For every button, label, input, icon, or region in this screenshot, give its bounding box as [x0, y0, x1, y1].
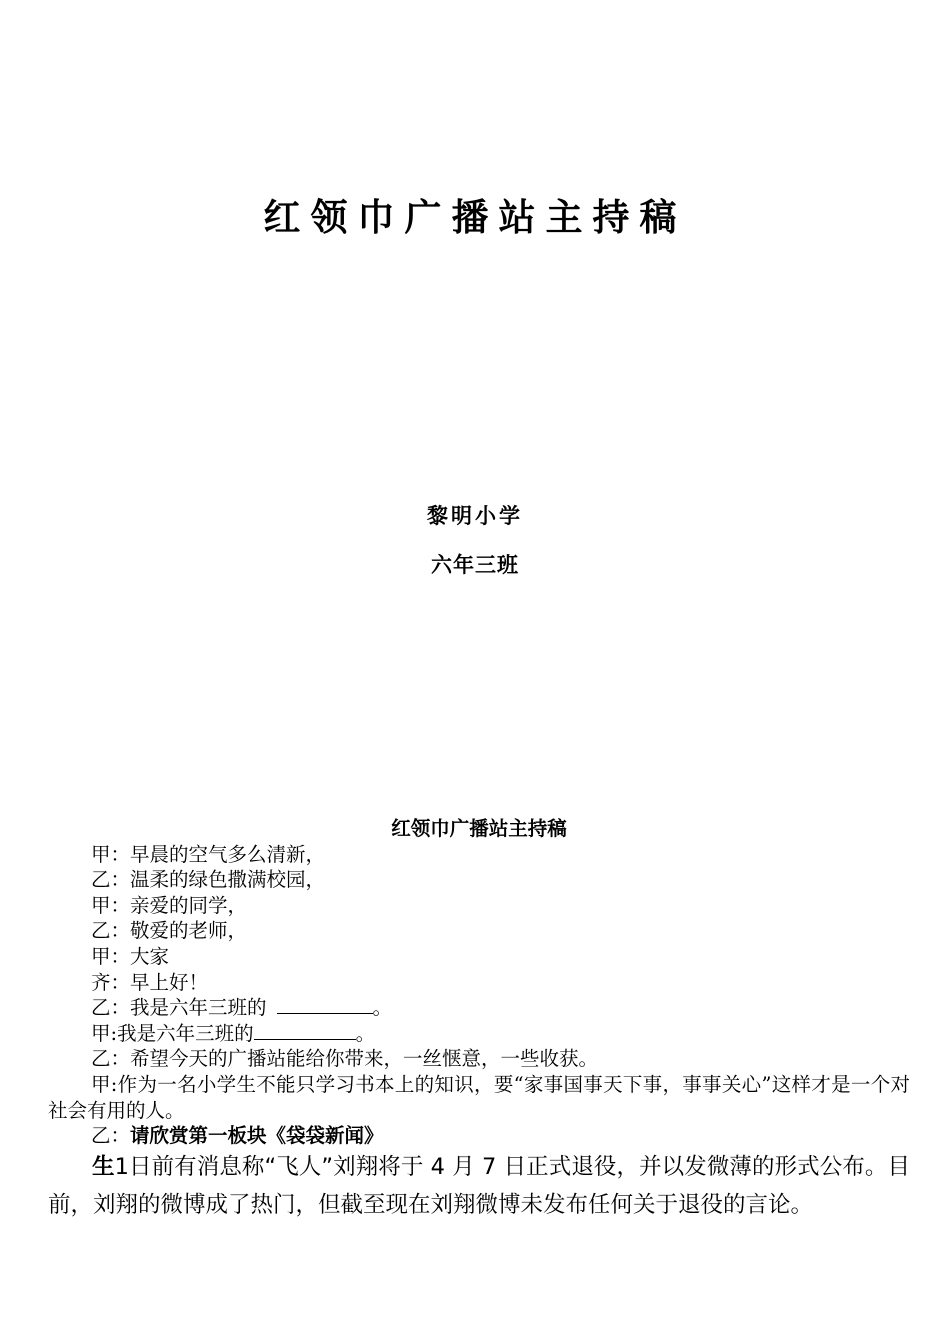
news-body: 1日前有消息称“飞人”刘翔将于 4 月 7 日正式退役，并以发微薄的形式公布。目前，刘翔的微博成了热门，但截至现在刘翔微博未发布任何关于退役的言论。 [48, 1154, 910, 1218]
line-text: 早上好！ [130, 970, 209, 994]
script-line-intro-jia [48, 1021, 910, 1047]
line-text: 亲爱的同学， [130, 893, 248, 917]
line-text: 早晨的空气多么清新， [130, 842, 326, 866]
script-line-segment [48, 1123, 910, 1149]
line-text: 敬爱的老师， [130, 919, 248, 943]
news-paragraph [48, 1148, 910, 1224]
script-line-intro-yi [48, 995, 910, 1021]
name-blank [254, 1021, 356, 1040]
speaker-label: 齐： [91, 970, 131, 994]
line-text: 作为一名小学生不能只学习书本上的知识，要“家事国事天下事，事事关心”这样才是一个对社会有用的人。 [48, 1072, 910, 1122]
script-line [48, 918, 910, 944]
line-text: 我是六年三班的 [117, 1021, 254, 1045]
line-text: 大家 [130, 944, 170, 968]
speaker-label: 甲: [91, 1021, 118, 1045]
cover-title: 红领巾广播站主持稿 [263, 195, 687, 239]
script-line-knowledge [48, 1072, 910, 1123]
news-lead: 生 [92, 1154, 115, 1180]
script-line [48, 893, 910, 919]
line-end: 。 [355, 1021, 376, 1045]
script-line [48, 842, 910, 868]
speaker-label: 乙： [91, 996, 131, 1020]
speaker-label: 乙： [91, 868, 131, 892]
cover-school: 黎明小学 [427, 503, 523, 528]
speaker-label: 甲： [91, 842, 131, 866]
speaker-label: 乙： [91, 919, 131, 943]
line-end: 。 [372, 996, 393, 1020]
segment-title: 请欣赏第一板块《袋袋新闻》 [130, 1124, 384, 1148]
script-line [48, 970, 910, 996]
name-blank [277, 995, 373, 1014]
line-text: 我是六年三班的 [130, 996, 267, 1020]
speaker-label: 甲： [91, 893, 131, 917]
speaker-label: 乙： [91, 1124, 131, 1148]
speaker-label: 甲: [91, 1072, 118, 1096]
script-title: 红领巾广播站主持稿 [391, 817, 567, 840]
script-line [48, 867, 910, 893]
line-text: 希望今天的广播站能给你带来，一丝惬意，一些收获。 [130, 1047, 599, 1071]
speaker-label: 甲： [91, 944, 131, 968]
script-line [48, 944, 910, 970]
speaker-label: 乙： [91, 1047, 131, 1071]
script-line-wish [48, 1046, 910, 1072]
script-body [48, 816, 910, 1149]
cover-class: 六年三班 [431, 552, 519, 577]
line-text: 温柔的绿色撒满校园， [130, 868, 326, 892]
